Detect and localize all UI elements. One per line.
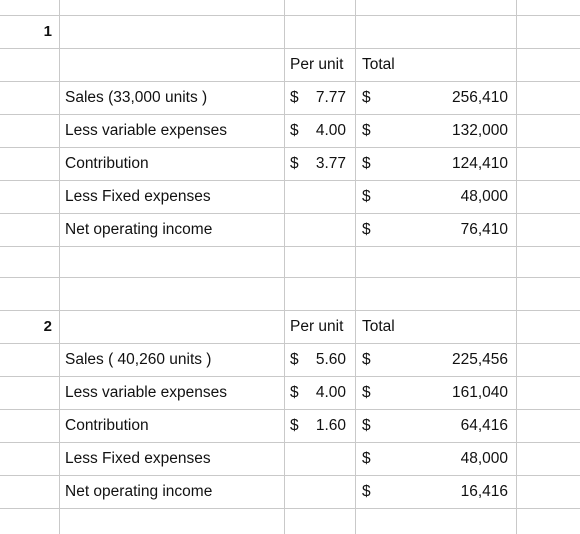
per-unit-value: 4.00 [315,122,346,139]
section-number[interactable]: 1 [43,23,52,40]
per-unit-cell[interactable] [284,147,355,180]
row-divider [0,246,580,247]
row-label[interactable]: Less Fixed expenses [65,450,211,467]
per-unit-header[interactable]: Per unit [290,318,344,335]
table-header-row [0,48,580,81]
total-value: 225,456 [451,351,508,368]
row-label[interactable]: Less Fixed expenses [65,188,211,205]
row-label[interactable]: Contribution [65,417,149,434]
total-value: 64,416 [460,417,508,434]
total-cell[interactable] [355,343,516,376]
section-number-row [0,15,580,48]
currency-symbol: $ [290,155,299,172]
total-cell[interactable] [355,147,516,180]
per-unit-cell[interactable] [284,213,355,246]
currency-symbol: $ [362,89,371,106]
per-unit-cell[interactable] [284,442,355,475]
currency-symbol: $ [290,351,299,368]
currency-symbol: $ [362,155,371,172]
section-number[interactable]: 2 [43,318,52,335]
per-unit-cell[interactable] [284,475,355,508]
per-unit-cell[interactable] [284,81,355,114]
per-unit-cell[interactable] [284,114,355,147]
currency-symbol: $ [362,384,371,401]
table-row [0,409,580,442]
total-cell[interactable] [355,180,516,213]
row-divider [0,277,580,278]
total-value: 76,410 [460,221,508,238]
total-value: 132,000 [451,122,508,139]
currency-symbol: $ [362,122,371,139]
total-cell[interactable] [355,213,516,246]
per-unit-value: 3.77 [315,155,346,172]
currency-symbol: $ [290,417,299,434]
total-value: 48,000 [460,450,508,467]
total-cell[interactable] [355,475,516,508]
table-row [0,81,580,114]
currency-symbol: $ [362,221,371,238]
per-unit-cell[interactable] [284,180,355,213]
row-label[interactable]: Sales (33,000 units ) [65,89,208,106]
table-row [0,114,580,147]
cell[interactable] [59,15,284,48]
per-unit-value: 5.60 [315,351,346,368]
currency-symbol: $ [290,89,299,106]
total-value: 48,000 [460,188,508,205]
table-row [0,376,580,409]
total-cell[interactable] [355,81,516,114]
per-unit-value: 1.60 [315,417,346,434]
currency-symbol: $ [290,122,299,139]
section-number-row [0,310,580,343]
table-row [0,147,580,180]
row-label[interactable]: Net operating income [65,483,213,500]
per-unit-value: 4.00 [315,384,346,401]
total-value: 124,410 [451,155,508,172]
currency-symbol: $ [362,188,371,205]
total-cell[interactable] [355,114,516,147]
row-label[interactable]: Net operating income [65,221,213,238]
currency-symbol: $ [362,417,371,434]
total-cell[interactable] [355,409,516,442]
total-header[interactable]: Total [362,56,395,73]
cell[interactable] [355,15,516,48]
currency-symbol: $ [362,351,371,368]
per-unit-cell[interactable] [284,376,355,409]
row-label[interactable]: Sales ( 40,260 units ) [65,351,212,368]
total-header[interactable]: Total [362,318,395,335]
total-cell[interactable] [355,442,516,475]
cell[interactable] [59,48,284,81]
total-value: 256,410 [451,89,508,106]
total-value: 16,416 [460,483,508,500]
total-cell[interactable] [355,376,516,409]
row-label[interactable]: Less variable expenses [65,122,227,139]
currency-symbol: $ [290,384,299,401]
total-value: 161,040 [451,384,508,401]
cell[interactable] [284,15,355,48]
row-label[interactable]: Contribution [65,155,149,172]
table-row [0,213,580,246]
row-divider [0,508,580,509]
currency-symbol: $ [362,450,371,467]
currency-symbol: $ [362,483,371,500]
per-unit-value: 7.77 [315,89,346,106]
table-row [0,180,580,213]
table-row [0,475,580,508]
table-row [0,442,580,475]
per-unit-cell[interactable] [284,409,355,442]
per-unit-cell[interactable] [284,343,355,376]
per-unit-header[interactable]: Per unit [290,56,344,73]
table-row [0,343,580,376]
row-label[interactable]: Less variable expenses [65,384,227,401]
